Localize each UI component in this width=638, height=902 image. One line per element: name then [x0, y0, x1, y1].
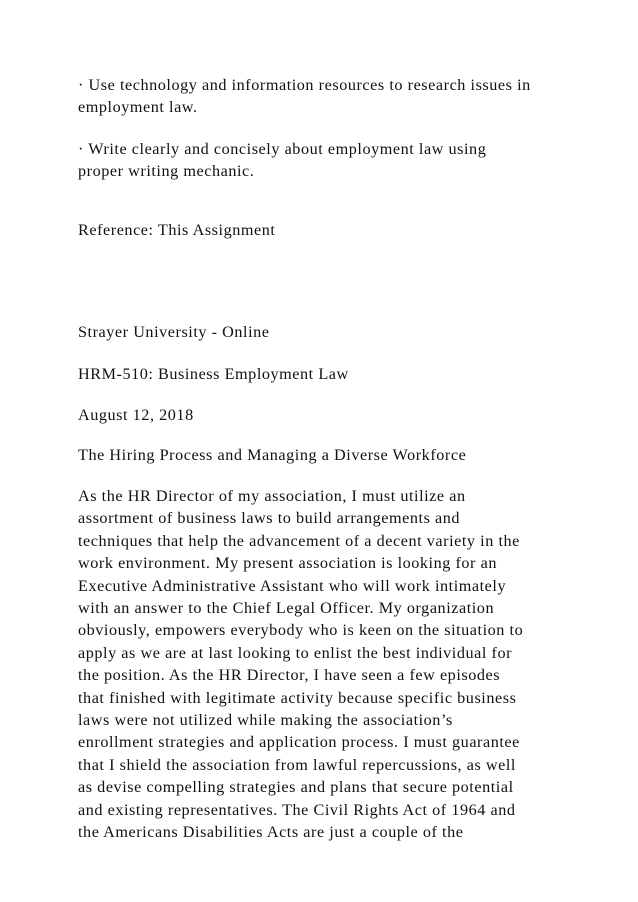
date-line: August 12, 2018 [78, 406, 194, 424]
body-paragraph: As the HR Director of my association, I must utilize an assortment of business laws to build arrangements and techniques that help the advancement of a decent variety in the work environment. My present association is looking for an Executive Administrative Assistant who will work intimately with an answer to the Chief Legal Officer. My organization obviously, empowers everybody who is keen on the situation to apply as we are at last looking to enlist the best individual for the position. As the HR Director, I have seen a few episodes that finished with legitimate activity because specific business laws were not utilized while making the association’s enrollment strategies and application process. I must guarantee that I shield the association from lawful repercussions, as well as devise compelling strategies and plans that secure potential and existing representatives. The Civil Rights Act of 1964 and the Americans Disabilities Acts are just a couple of the [78, 487, 524, 842]
essay-title: The Hiring Process and Managing a Diverse Workforce [78, 446, 467, 464]
institution-line: Strayer University - Online [78, 323, 270, 341]
reference-line: Reference: This Assignment [78, 221, 276, 239]
objective-bullet-writing: · Write clearly and concisely about employment law using proper writing mechanic. [78, 140, 487, 181]
objective-bullet-technology: · Use technology and information resources to research issues in employment law. [78, 76, 531, 117]
course-line: HRM-510: Business Employment Law [78, 365, 349, 383]
